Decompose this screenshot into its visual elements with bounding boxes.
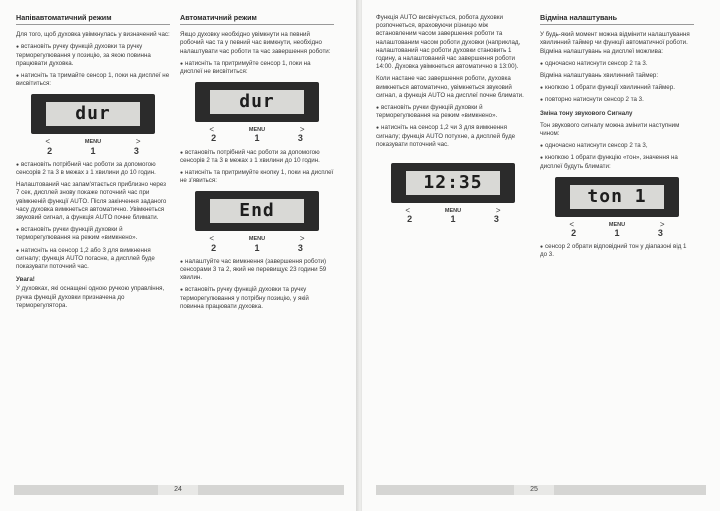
right-arrow-icon: > [659, 219, 665, 229]
sensor-number: 2 [211, 133, 217, 144]
display-text: 12:35 [406, 171, 500, 195]
paragraph: Для того, щоб духовка увімкнулась у визначений час: [16, 31, 170, 39]
sensor-number: 3 [297, 133, 303, 144]
left-arrow-icon: < [209, 125, 215, 135]
menu-label: MENU [444, 208, 462, 215]
section-title: Відміна налаштувань [540, 14, 694, 25]
cancel-settings-column [540, 14, 694, 264]
sensor-number: 1 [614, 228, 620, 239]
bullet: ● натисніть на сенсор 1,2 чи 3 для вимкнення сигналу; функція AUTO потухне, а дисплей буде показувати поточний час. [376, 124, 530, 149]
page-number: 24 [158, 485, 198, 495]
auto-column [180, 14, 334, 315]
page-24 [0, 0, 358, 511]
display-text: dur [210, 90, 304, 114]
auto-continued-column [376, 14, 530, 229]
section-title: Напівавтоматичний режим [16, 14, 170, 25]
bullet: ● одночасно натиснути сенсор 2 та 3, [540, 142, 694, 150]
bullet: ● натисніть та притримуйте кнопку 1, поки на дисплеї не з'явиться: [180, 169, 334, 185]
sensor-number: 3 [657, 228, 663, 239]
menu-label: MENU [248, 236, 266, 243]
paragraph: Коли настане час завершення роботи, духовка вимкнеться автоматично, увімкнеться звуковий сигнал, а функція AUTO на дисплеї почне блимати. [376, 75, 524, 99]
sensor-keys [192, 235, 322, 251]
sensor-number: 2 [571, 228, 577, 239]
right-arrow-icon: > [495, 206, 501, 216]
page-number: 25 [514, 485, 554, 495]
paragraph: Функція AUTO висвічується, робота духовки розпочнеться, враховуючи різницю між встановленим часом завершення роботи та налаштованим часом роботи духовки (наприклад, налаштований час роботи духовки становить 1 годину, а налаштований час завершення роботи 14:00. Духовка увімкнеться автоматично в 13:00). [376, 14, 521, 71]
sensor-keys [388, 207, 518, 223]
right-arrow-icon: > [299, 234, 305, 244]
display-text: dur [46, 102, 140, 126]
bullet: ● встановіть ручки функцій духовки й терморегулювання на режим «вимкнено». [376, 104, 530, 120]
sensor-number: 3 [133, 145, 139, 156]
bullet: ● повторно натиснути сенсор 2 та 3. [540, 96, 694, 104]
paragraph: Налаштований час запам'ятається приблизно через 7 сек, дисплей знову покаже поточний час при увімкненій функції AUTO. Після закінчення заданого часу духовка вимкнеться автоматично. Увімкнеться звуковий сигнал, а функція AUTO почне блимати. [16, 181, 167, 222]
paragraph: Тон звукового сигналу можна змінити наступним чином: [540, 121, 680, 138]
menu-label: MENU [608, 221, 626, 228]
display-text: End [210, 199, 304, 223]
sensor-number: 1 [254, 242, 260, 253]
oven-display [31, 94, 155, 134]
sensor-keys [192, 126, 322, 142]
sensor-number: 3 [297, 242, 303, 253]
display-text: ton 1 [570, 185, 664, 209]
bullet: ● одночасно натиснути сенсор 2 та 3. [540, 60, 694, 68]
bullet: ● встановіть потрібний час роботи за допомогою сенсорів 2 та 3 в межах з 1 хвилини до 10 годин. [180, 149, 334, 165]
bullet: ● сенсор 2 обрати відповідний тон у діапазоні від 1 до 3. [540, 243, 694, 259]
paragraph: Відміна налаштувань хвилинний таймер: [540, 72, 659, 80]
bullet: ● натисніть та притримуйте сенсор 1, поки на дисплеї не висвітиться: [180, 60, 334, 76]
bullet: ● натисніть на сенсор 1,2 або 3 для вимкнення сигналу; функція AUTO погасне, а дисплей буде показувати поточний час. [16, 247, 170, 272]
right-arrow-icon: > [299, 125, 305, 135]
bullet: ● кнопкою 1 обрати функції хвилинний таймер. [540, 84, 694, 92]
right-arrow-icon: > [135, 137, 141, 147]
bullet: ● встановіть ручки функцій духовки й терморегулювання на режим «вимкнено». [16, 226, 170, 242]
menu-label: MENU [248, 127, 266, 134]
menu-label: MENU [84, 139, 102, 146]
oven-display [555, 177, 679, 217]
oven-display [195, 191, 319, 231]
oven-display [195, 82, 319, 122]
page-25 [362, 0, 720, 511]
sensor-number: 2 [211, 242, 217, 253]
sensor-keys [552, 221, 682, 237]
bullet: ● встановіть ручку функцій духовки та ручку терморегулювання у позицію, за якою повинна працювати духовка. [16, 43, 170, 68]
warning-title: Увага! [16, 276, 35, 284]
warning-text: У духовках, які оснащені одною ручкою управління, ручка функцій духовки призначена до терморегулятора. [16, 285, 165, 309]
sensor-number: 3 [493, 214, 499, 225]
bullet: ● налаштуйте час вимкнення (завершення роботи) сенсорами 3 та 2, який не перевищує 23 години 59 хвилин. [180, 258, 334, 283]
sensor-number: 2 [47, 145, 53, 156]
bullet: ● встановіть потрібний час роботи за допомогою сенсорів 2 та 3 в межах з 1 хвилини до 10 годин. [16, 161, 170, 177]
left-arrow-icon: < [569, 219, 575, 229]
sensor-number: 1 [90, 145, 96, 156]
left-arrow-icon: < [45, 137, 51, 147]
sensor-number: 2 [407, 214, 413, 225]
paragraph: У будь-який момент можна відмінити налаштування хвилинний таймер чи функції автоматичної роботи. Відміна налаштувань на дисплеї можлива: [540, 31, 690, 55]
bullet: ● встановіть ручку функцій духовки та ручку терморегулювання у потрібну позицію, у якій повинна працювати духовка. [180, 286, 334, 311]
semi-auto-column [16, 14, 170, 314]
paragraph: Якщо духовку необхідно увімкнути на певний робочий час та у певний час вимкнути, необхідно налаштувати час роботи та час завершення роботи: [180, 31, 331, 55]
bullet: ● натисніть та тримайте сенсор 1, поки на дисплеї не висвітиться: [16, 72, 170, 88]
section-subtitle: Зміна тону звукового Сигналу [540, 109, 633, 117]
section-title: Автоматичний режим [180, 14, 334, 25]
sensor-keys [28, 138, 158, 154]
sensor-number: 1 [450, 214, 456, 225]
bullet: ● кнопкою 1 обрати функцію «тон», значення на дисплеї будуть блимати: [540, 154, 694, 170]
left-arrow-icon: < [405, 206, 411, 216]
left-arrow-icon: < [209, 234, 215, 244]
sensor-number: 1 [254, 133, 260, 144]
oven-display [391, 163, 515, 203]
